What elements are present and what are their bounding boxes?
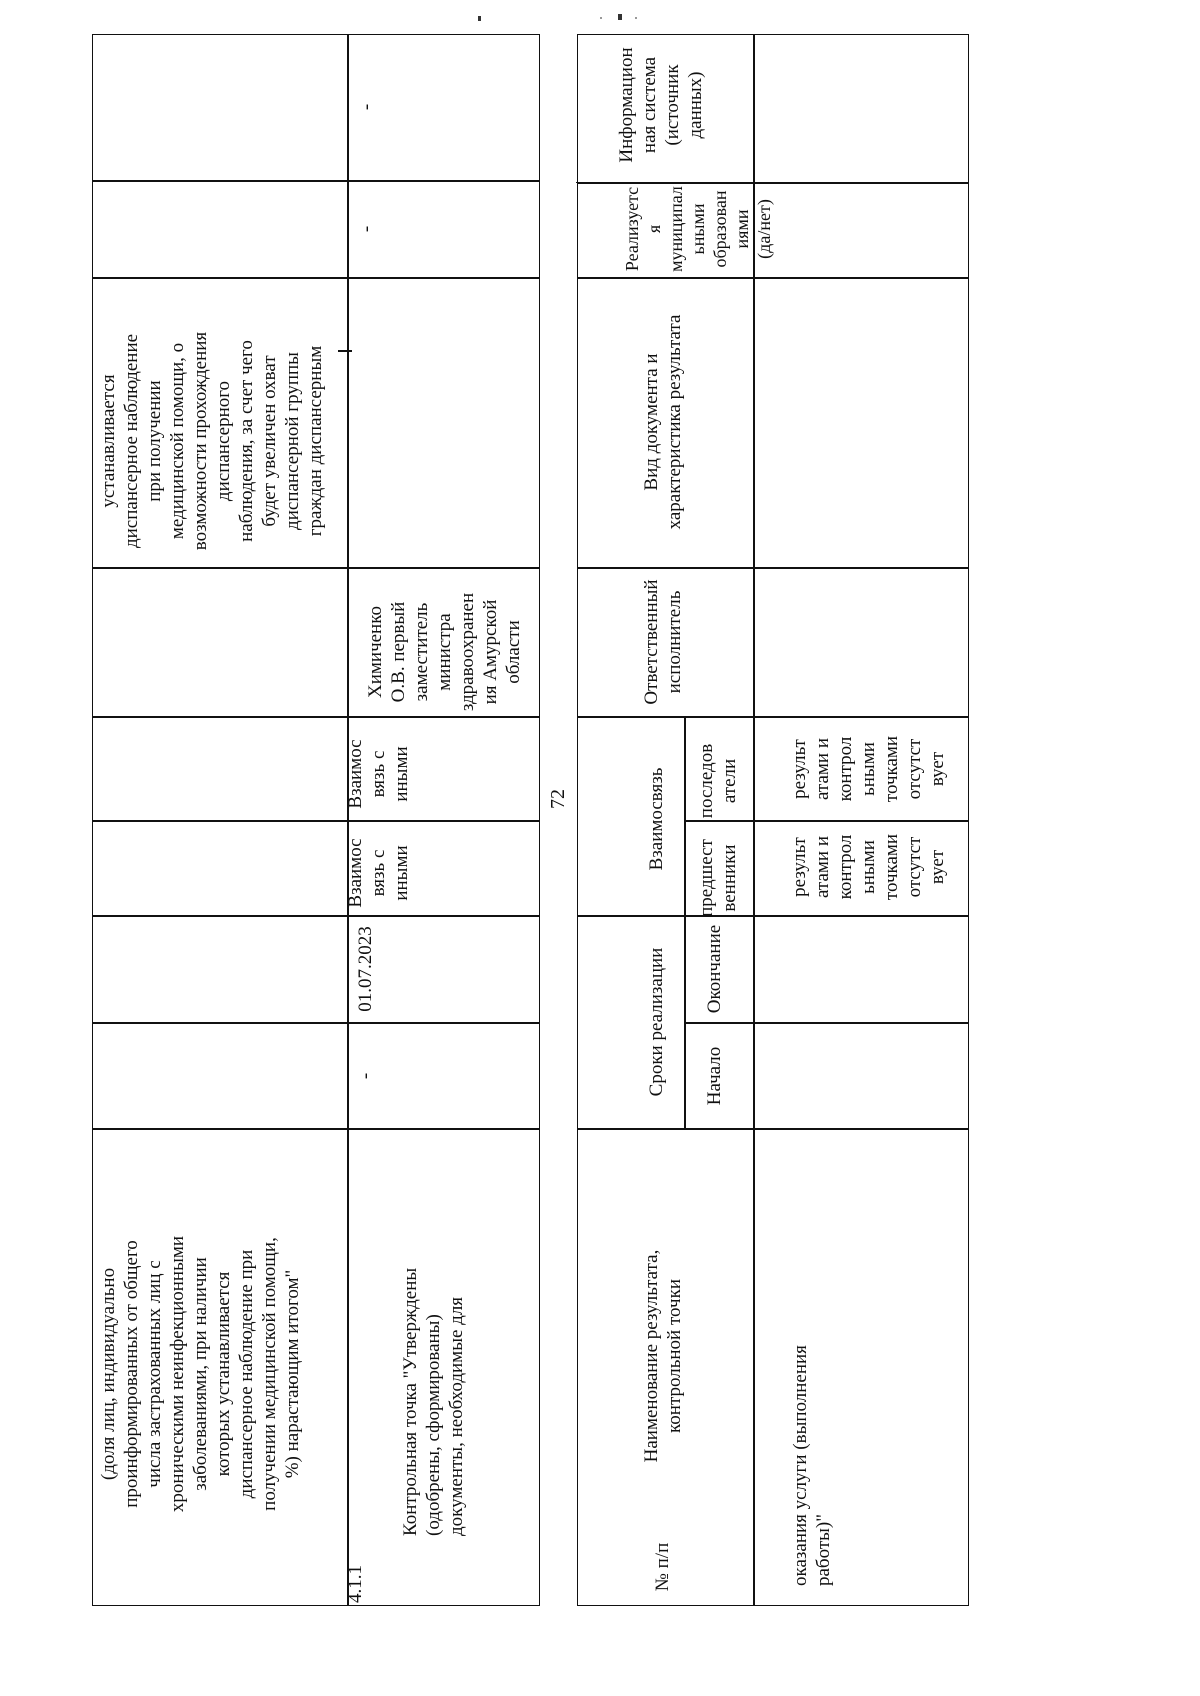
header-end: Окончание: [704, 924, 725, 1014]
col-divider: [577, 567, 969, 569]
row-result-name: оказания услуги (выполнения работы)": [790, 1345, 834, 1586]
col-divider: [577, 1128, 969, 1130]
row-b-predecessors: Взаимос вязь с иными: [345, 838, 412, 908]
scan-speck: [600, 17, 602, 19]
header-successors: последов атели: [696, 743, 740, 819]
row-b-info-system: -: [356, 103, 377, 111]
header-terms: Сроки реализации: [646, 947, 667, 1097]
row-b-start-date: -: [355, 1072, 376, 1080]
scan-speck: [618, 14, 622, 20]
col-divider: [684, 1022, 969, 1024]
header-link: Взаимосвязь: [646, 767, 667, 871]
row-b-number: 4.1.1: [345, 1565, 366, 1603]
header-municipal: Реализуетс я муниципал ьными образован иями (да/нет): [622, 186, 774, 272]
row-b-result-name: Контрольная точка "Утверждены (одобрены, сформированы) документы, необходимые для: [400, 1267, 467, 1536]
row-a-document-description: устанавливается диспансерное наблюдение при получении медицинской помощи, о возможности прохождения диспансерного наблюдения, за счет чего будет увеличен охват диспансерной группы граждан диспансерным: [98, 331, 326, 551]
scan-speck: [478, 16, 481, 21]
row-a-result-name: (доля лиц, индивидуально проинформированных от общего числа застрахованных лиц с хроническими неинфекционными заболеваниями, при наличии которых устанавливается диспансерное наблюдение при получении медицинской помощи, %) нарастающим итогом": [98, 1235, 303, 1513]
header-info-system: Информацион ная система (источник данных): [616, 47, 706, 163]
row-b-responsible: Химиченко О.В. первый заместитель министра здравоохранен ия Амурской области: [365, 592, 524, 712]
row-b-end-date: 01.07.2023: [355, 926, 376, 1012]
page-number: 72: [547, 789, 569, 809]
header-number: № п/п: [652, 1542, 673, 1592]
top-table-col-divider: [92, 180, 540, 182]
subheader-divider: [684, 716, 686, 1128]
scan-speck: [635, 17, 637, 19]
header-start: Начало: [704, 1046, 725, 1106]
top-table-col-divider: [92, 820, 540, 822]
row-b-successors: Взаимос вязь с иными: [345, 739, 412, 809]
row-a-text-mark: [338, 350, 352, 352]
top-table-col-divider: [92, 277, 540, 279]
col-divider: [577, 716, 969, 718]
header-responsible: Ответственный исполнитель: [641, 579, 685, 705]
top-table-col-divider: [92, 1022, 540, 1024]
header-result-name: Наименование результата, контрольной точки: [641, 1249, 685, 1463]
top-table-col-divider: [92, 915, 540, 917]
header-document-type: Вид документа и характеристика результата: [641, 314, 685, 530]
row-predecessors: результ атами и контрол ьными точками отсутст вует: [789, 833, 948, 901]
header-predecessors: предшест венники: [696, 839, 740, 917]
col-divider: [577, 915, 969, 917]
row-successors: результ атами и контрол ьными точками отсутст вует: [789, 735, 948, 803]
row-b-municipal: -: [356, 225, 377, 233]
